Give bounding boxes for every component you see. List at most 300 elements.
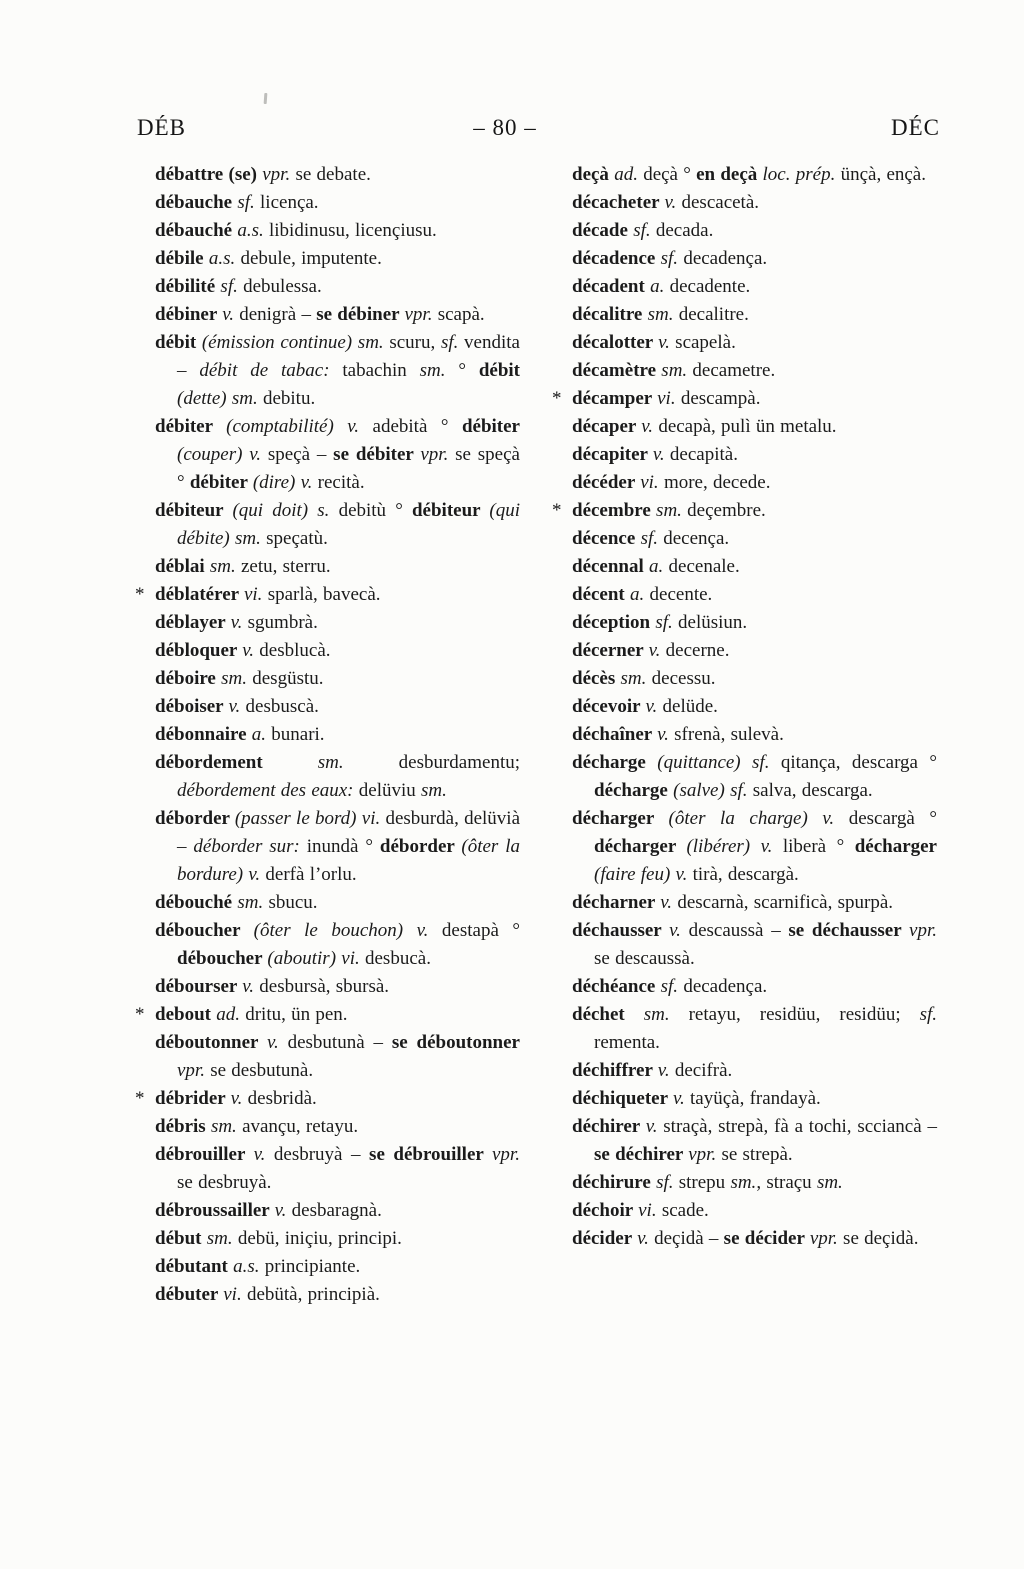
translation-text: debütà, principià. [246, 1284, 380, 1305]
dictionary-entry [135, 1001, 520, 1029]
entry-star-marker: * [135, 584, 145, 605]
dictionary-entry [155, 1281, 520, 1309]
dictionary-entry [572, 1085, 937, 1113]
translation-text: speçà – [267, 444, 334, 465]
dictionary-entry [572, 525, 937, 553]
grammar-tag: débit de tabac: [199, 360, 343, 381]
headword-text: débiteur [155, 500, 233, 521]
translation-text: sfrenà, sulevà. [674, 724, 784, 745]
dictionary-entry [135, 581, 520, 609]
translation-text: deçembre. [687, 500, 766, 521]
grammar-tag: sm. [317, 752, 399, 773]
headword-text: décharge [594, 780, 674, 801]
grammar-tag: v. [242, 640, 260, 661]
dictionary-entry [155, 1197, 520, 1225]
translation-text: adebità ° [372, 416, 462, 437]
grammar-tag: a. [650, 276, 670, 297]
dictionary-entry [155, 217, 520, 245]
translation-text: decifrà. [674, 1060, 733, 1081]
dictionary-entry [572, 665, 937, 693]
dictionary-entry [572, 357, 937, 385]
translation-text: scade. [661, 1200, 709, 1221]
grammar-tag: (dette) sm. [177, 388, 263, 409]
translation-text: se deçidà. [843, 1228, 919, 1249]
grammar-tag: (dire) v. [252, 472, 318, 493]
translation-text: more, decede. [663, 472, 771, 493]
grammar-tag: v. [645, 1116, 664, 1137]
translation-text: descargà ° [848, 808, 937, 829]
translation-text: desbaragnà. [291, 1200, 382, 1221]
dictionary-entry [572, 693, 937, 721]
headword-text: début [155, 1228, 207, 1249]
dictionary-entry [155, 1113, 520, 1141]
headword-text: débordement [155, 752, 318, 773]
grammar-tag: débordement des eaux: [177, 780, 359, 801]
translation-text: se strepà. [721, 1144, 793, 1165]
translation-text: decapità. [669, 444, 738, 465]
headword-text: débutant [155, 1256, 234, 1277]
grammar-tag: v. [637, 1228, 655, 1249]
grammar-tag: sm. [419, 360, 459, 381]
headword-text: décembre [572, 500, 657, 521]
grammar-tag: vpr. [420, 444, 456, 465]
translation-text: decença. [663, 528, 730, 549]
grammar-tag: sm. [816, 1172, 843, 1193]
translation-text: descaussà – [688, 920, 789, 941]
dictionary-entry [155, 749, 520, 805]
grammar-tag: v. [222, 304, 240, 325]
guideword-right: DÉC [891, 115, 940, 140]
headword-text: décaper [572, 416, 642, 437]
dictionary-entry [572, 973, 937, 1001]
headword-text: se déchausser [788, 920, 910, 941]
translation-text: salva, descarga. [752, 780, 873, 801]
translation-text: destapà ° [441, 920, 520, 941]
headword-text: déboire [155, 668, 222, 689]
grammar-tag: a.s. [237, 220, 269, 241]
translation-text: derfà l’orlu. [265, 864, 357, 885]
headword-text: se débiner [316, 304, 405, 325]
dictionary-entry [572, 329, 937, 357]
dictionary-entry [155, 889, 520, 917]
grammar-tag: sm. [221, 668, 253, 689]
grammar-tag: loc. prép. [762, 164, 841, 185]
headword-text: débiter [189, 472, 253, 493]
grammar-tag: vi. [223, 1284, 247, 1305]
grammar-tag: vpr. [404, 304, 438, 325]
grammar-tag: v. [645, 696, 663, 717]
dictionary-entry [155, 721, 520, 749]
dictionary-entry [155, 245, 520, 273]
translation-text: decadença. [683, 976, 768, 997]
headword-text: décharger [854, 836, 937, 857]
translation-text: desblucà. [259, 640, 331, 661]
dictionary-entry [572, 1197, 937, 1225]
headword-text: déchaîner [572, 724, 658, 745]
dictionary-entry [572, 413, 937, 441]
headword-text: décade [572, 220, 634, 241]
grammar-tag: vi. [640, 472, 664, 493]
translation-text: straçà, strepà, fà a tochi, scciancà – [663, 1116, 937, 1137]
translation-text: desburdamentu; [398, 752, 520, 773]
grammar-tag: sf. [440, 332, 465, 353]
dictionary-entry [155, 693, 520, 721]
headword-text: déchausser [572, 920, 670, 941]
grammar-tag: (libérer) v. [686, 836, 783, 857]
headword-text: débauche [155, 192, 238, 213]
grammar-tag: sm. [647, 304, 679, 325]
translation-text: se debate. [295, 164, 371, 185]
grammar-tag: (ôter la bordure) v. [177, 836, 521, 885]
grammar-tag: vpr. [262, 164, 296, 185]
headword-text: déborder [155, 808, 235, 829]
translation-text: debulessa. [243, 276, 322, 297]
translation-text: bunari. [271, 724, 325, 745]
grammar-tag: a.s. [208, 248, 241, 269]
dictionary-entry [155, 609, 520, 637]
translation-text: inundà ° [306, 836, 380, 857]
translation-text: debü, iniçiu, principi. [237, 1228, 402, 1249]
dictionary-entry [155, 497, 520, 553]
grammar-tag: v. [652, 444, 670, 465]
headword-text: se déboutonner [391, 1032, 520, 1053]
headword-text: décider [572, 1228, 638, 1249]
dictionary-entry [155, 329, 520, 413]
dictionary-entry [155, 805, 520, 889]
dictionary-entry [155, 973, 520, 1001]
translation-text: rementa. [594, 1032, 660, 1053]
headword-text: déboucher [177, 948, 268, 969]
entry-star-marker: * [552, 500, 562, 521]
grammar-tag: déborder sur: [193, 836, 307, 857]
translation-text: tabachin [342, 360, 420, 381]
grammar-tag: v. [266, 1032, 288, 1053]
dictionary-entry [572, 721, 937, 749]
dictionary-entry [572, 1225, 937, 1253]
translation-text: libidinusu, licençiusu. [268, 220, 437, 241]
grammar-tag: vpr. [809, 1228, 844, 1249]
headword-text: décapiter [572, 444, 653, 465]
translation-text: scapà. [437, 304, 485, 325]
translation-text: scuru, [389, 332, 441, 353]
headword-text: décevoir [572, 696, 646, 717]
translation-text: sbucu. [268, 892, 318, 913]
translation-text: deçidà – [654, 1228, 724, 1249]
headword-text: débroussailler [155, 1200, 275, 1221]
headword-text: décharner [572, 892, 661, 913]
dictionary-entry [155, 161, 520, 189]
translation-text: descacetà. [681, 192, 760, 213]
headword-text: débrider [155, 1088, 231, 1109]
dictionary-entry [155, 637, 520, 665]
grammar-tag: sm. [620, 668, 652, 689]
headword-text: déblai [155, 556, 210, 577]
grammar-tag: a. [649, 556, 669, 577]
dictionary-entry [572, 1169, 937, 1197]
translation-text: delüde. [662, 696, 718, 717]
grammar-tag: v. [669, 920, 689, 941]
grammar-tag: v. [230, 612, 248, 633]
dictionary-column-right [552, 161, 937, 1309]
dictionary-entry [572, 609, 937, 637]
grammar-tag: (comptabilité) v. [226, 416, 373, 437]
guideword-left: DÉB [137, 115, 186, 140]
dictionary-entry [572, 805, 937, 889]
translation-text: decessu. [651, 668, 716, 689]
dictionary-entry [155, 301, 520, 329]
headword-text: décéder [572, 472, 641, 493]
grammar-tag: v. [242, 976, 260, 997]
headword-text: décacheter [572, 192, 665, 213]
translation-text: debitù ° [338, 500, 412, 521]
translation-text: decalitre. [678, 304, 749, 325]
translation-text: decada. [655, 220, 714, 241]
dictionary-entry [572, 217, 937, 245]
translation-text: descarnà, scarnificà, spurpà. [677, 892, 894, 913]
grammar-tag: (émission continue) sm. [201, 332, 390, 353]
translation-text: speçatù. [266, 528, 328, 549]
translation-text: decadença. [683, 248, 768, 269]
grammar-tag: (quittance) sf. [657, 752, 781, 773]
dictionary-entry [135, 1085, 520, 1113]
headword-text: décent [572, 584, 631, 605]
translation-text: debitu. [262, 388, 316, 409]
grammar-tag: (faire feu) v. [594, 864, 693, 885]
headword-text: décennal [572, 556, 650, 577]
translation-text: tayüçà, frandayà. [689, 1088, 821, 1109]
headword-text: déchéance [572, 976, 661, 997]
grammar-tag: vi. [243, 584, 268, 605]
dictionary-entry [155, 273, 520, 301]
translation-text: ° [458, 360, 479, 381]
entry-star-marker: * [552, 388, 562, 409]
grammar-tag: v. [228, 696, 246, 717]
translation-text: desburdà, delüvià – [177, 808, 520, 857]
translation-text: liberà ° [782, 836, 855, 857]
headword-text: déboucher [155, 920, 254, 941]
translation-text: delüsiun. [678, 612, 748, 633]
dictionary-body [135, 161, 937, 1309]
headword-text: débloquer [155, 640, 243, 661]
grammar-tag: v. [657, 724, 675, 745]
dictionary-entry [572, 889, 937, 917]
grammar-tag: sm. [661, 360, 693, 381]
grammar-tag: sm. [206, 1228, 238, 1249]
headword-text: décadence [572, 248, 661, 269]
entry-star-marker: * [135, 1004, 145, 1025]
grammar-tag: vpr. [492, 1144, 520, 1165]
dictionary-entry [572, 273, 937, 301]
dictionary-entry [155, 1029, 520, 1085]
translation-text: decadente. [669, 276, 751, 297]
translation-text: se desbutunà. [210, 1060, 314, 1081]
translation-text: retayu, residüu, residüu; [688, 1004, 920, 1025]
headword-text: décerner [572, 640, 649, 661]
translation-text: decenale. [668, 556, 740, 577]
translation-text: decapà, pulì ün metalu. [658, 416, 837, 437]
translation-text: denigrà – [239, 304, 317, 325]
grammar-tag: (salve) sf. [673, 780, 753, 801]
headword-text: déception [572, 612, 656, 633]
headword-text: deçà [572, 164, 615, 185]
headword-text: décence [572, 528, 641, 549]
grammar-tag: sf. [237, 192, 261, 213]
grammar-tag: (aboutir) vi. [267, 948, 365, 969]
headword-text: déboiser [155, 696, 229, 717]
translation-text: desbucà. [365, 948, 431, 969]
grammar-tag: a. [251, 724, 272, 745]
dictionary-entry [155, 413, 520, 497]
headword-text: débiter [461, 416, 520, 437]
dictionary-entry [552, 497, 937, 525]
headword-text: débiter [155, 416, 227, 437]
headword-text: déborder [379, 836, 462, 857]
translation-text: desbutunà – [287, 1032, 392, 1053]
grammar-tag: sf. [655, 612, 679, 633]
translation-text: recità. [317, 472, 365, 493]
grammar-tag: (passer le bord) vi. [234, 808, 386, 829]
grammar-tag: v. [664, 192, 682, 213]
page-number: – 80 – [473, 115, 537, 140]
translation-text: se desbruyà. [177, 1172, 272, 1193]
grammar-tag: sm. [421, 780, 447, 801]
translation-text: desbruyà – [273, 1144, 370, 1165]
translation-text: ünçà, ençà. [840, 164, 926, 185]
grammar-tag: v. [672, 1088, 690, 1109]
headword-text: déchoir [572, 1200, 639, 1221]
grammar-tag: vpr. [909, 920, 937, 941]
dictionary-entry [572, 637, 937, 665]
headword-text: débit [155, 332, 202, 353]
dictionary-entry [572, 1113, 937, 1169]
grammar-tag: a. [630, 584, 650, 605]
grammar-tag: ad. [216, 1004, 246, 1025]
headword-text: débattre (se) [155, 164, 263, 185]
headword-text: se débrouiller [369, 1144, 492, 1165]
grammar-tag: a.s. [233, 1256, 265, 1277]
headword-text: déblayer [155, 612, 231, 633]
dictionary-entry [572, 301, 937, 329]
translation-text: sparlà, bavecà. [267, 584, 381, 605]
headword-text: debout [155, 1004, 217, 1025]
dictionary-column-left [135, 161, 521, 1309]
grammar-tag: (qui doit) s. [232, 500, 339, 521]
grammar-tag: sf. [919, 1004, 937, 1025]
entry-star-marker: * [135, 1088, 145, 1109]
translation-text: decerne. [665, 640, 730, 661]
headword-text: débrouiller [155, 1144, 254, 1165]
headword-text: déchet [572, 1004, 644, 1025]
headword-text: débouché [155, 892, 238, 913]
grammar-tag: (couper) v. [177, 444, 268, 465]
grammar-tag: sf. [220, 276, 244, 297]
translation-text: strepu [678, 1172, 731, 1193]
headword-text: débris [155, 1116, 211, 1137]
grammar-tag: (ôter la charge) v. [668, 808, 849, 829]
translation-text: vendita – [177, 332, 520, 381]
translation-text: qitança, descarga ° [780, 752, 937, 773]
translation-text: debule, imputente. [240, 248, 382, 269]
translation-text: principiante. [264, 1256, 361, 1277]
translation-text: desbuscà. [245, 696, 319, 717]
dictionary-entry [572, 1057, 937, 1085]
dictionary-entry [572, 245, 937, 273]
grammar-tag: v. [641, 416, 659, 437]
grammar-tag: (qui débite) sm. [177, 500, 521, 549]
dictionary-entry [155, 1141, 520, 1197]
headword-text: décès [572, 668, 621, 689]
headword-text: déchirure [572, 1172, 657, 1193]
dictionary-entry [572, 581, 937, 609]
grammar-tag: ad. [614, 164, 644, 185]
headword-text: se déchirer [594, 1144, 689, 1165]
dictionary-entry [572, 161, 937, 189]
grammar-tag: sm. [730, 1172, 757, 1193]
headword-text: se décider [723, 1228, 810, 1249]
scan-artifact-mark [264, 93, 268, 104]
translation-text: desbridà. [247, 1088, 317, 1109]
headword-text: se débiter [333, 444, 421, 465]
translation-text: , straçu [756, 1172, 817, 1193]
dictionary-entry [552, 385, 937, 413]
headword-text: décharger [572, 808, 669, 829]
translation-text: dritu, ün pen. [245, 1004, 348, 1025]
dictionary-entry [572, 441, 937, 469]
headword-text: déchirer [572, 1116, 646, 1137]
headword-text: décharge [572, 752, 658, 773]
headword-text: décamper [572, 388, 658, 409]
grammar-tag: sf. [660, 976, 684, 997]
dictionary-entry [572, 1001, 937, 1057]
translation-text: decente. [649, 584, 713, 605]
grammar-tag: sm. [656, 500, 688, 521]
translation-text: decametre. [692, 360, 776, 381]
translation-text: tirà, descargà. [692, 864, 799, 885]
grammar-tag: sf. [633, 220, 656, 241]
grammar-tag: v. [648, 640, 666, 661]
grammar-tag: vpr. [177, 1060, 211, 1081]
headword-text: débit [478, 360, 521, 381]
dictionary-entry [572, 469, 937, 497]
dictionary-entry [155, 1225, 520, 1253]
translation-text: delüviu [358, 780, 422, 801]
dictionary-entry [572, 749, 937, 805]
translation-text: sgumbrà. [247, 612, 318, 633]
headword-text: déboutonner [155, 1032, 267, 1053]
headword-text: débonnaire [155, 724, 252, 745]
translation-text: se speçà ° [177, 444, 520, 493]
translation-text: scapelà. [675, 332, 736, 353]
headword-text: débile [155, 248, 209, 269]
headword-text: déchiffrer [572, 1060, 658, 1081]
headword-text: débauché [155, 220, 238, 241]
translation-text: licença. [260, 192, 319, 213]
dictionary-entry [155, 189, 520, 217]
headword-text: débuter [155, 1284, 224, 1305]
grammar-tag: sf. [656, 1172, 679, 1193]
translation-text: desgüstu. [252, 668, 324, 689]
headword-text: débiteur [411, 500, 490, 521]
dictionary-entry [572, 189, 937, 217]
translation-text: zetu, sterru. [241, 556, 331, 577]
grammar-tag: sf. [640, 528, 664, 549]
grammar-tag: v. [658, 332, 676, 353]
translation-text: descampà. [680, 388, 761, 409]
headword-text: débiner [155, 304, 223, 325]
grammar-tag: sm. [643, 1004, 689, 1025]
headword-text: décalotter [572, 332, 659, 353]
dictionary-entry [155, 553, 520, 581]
